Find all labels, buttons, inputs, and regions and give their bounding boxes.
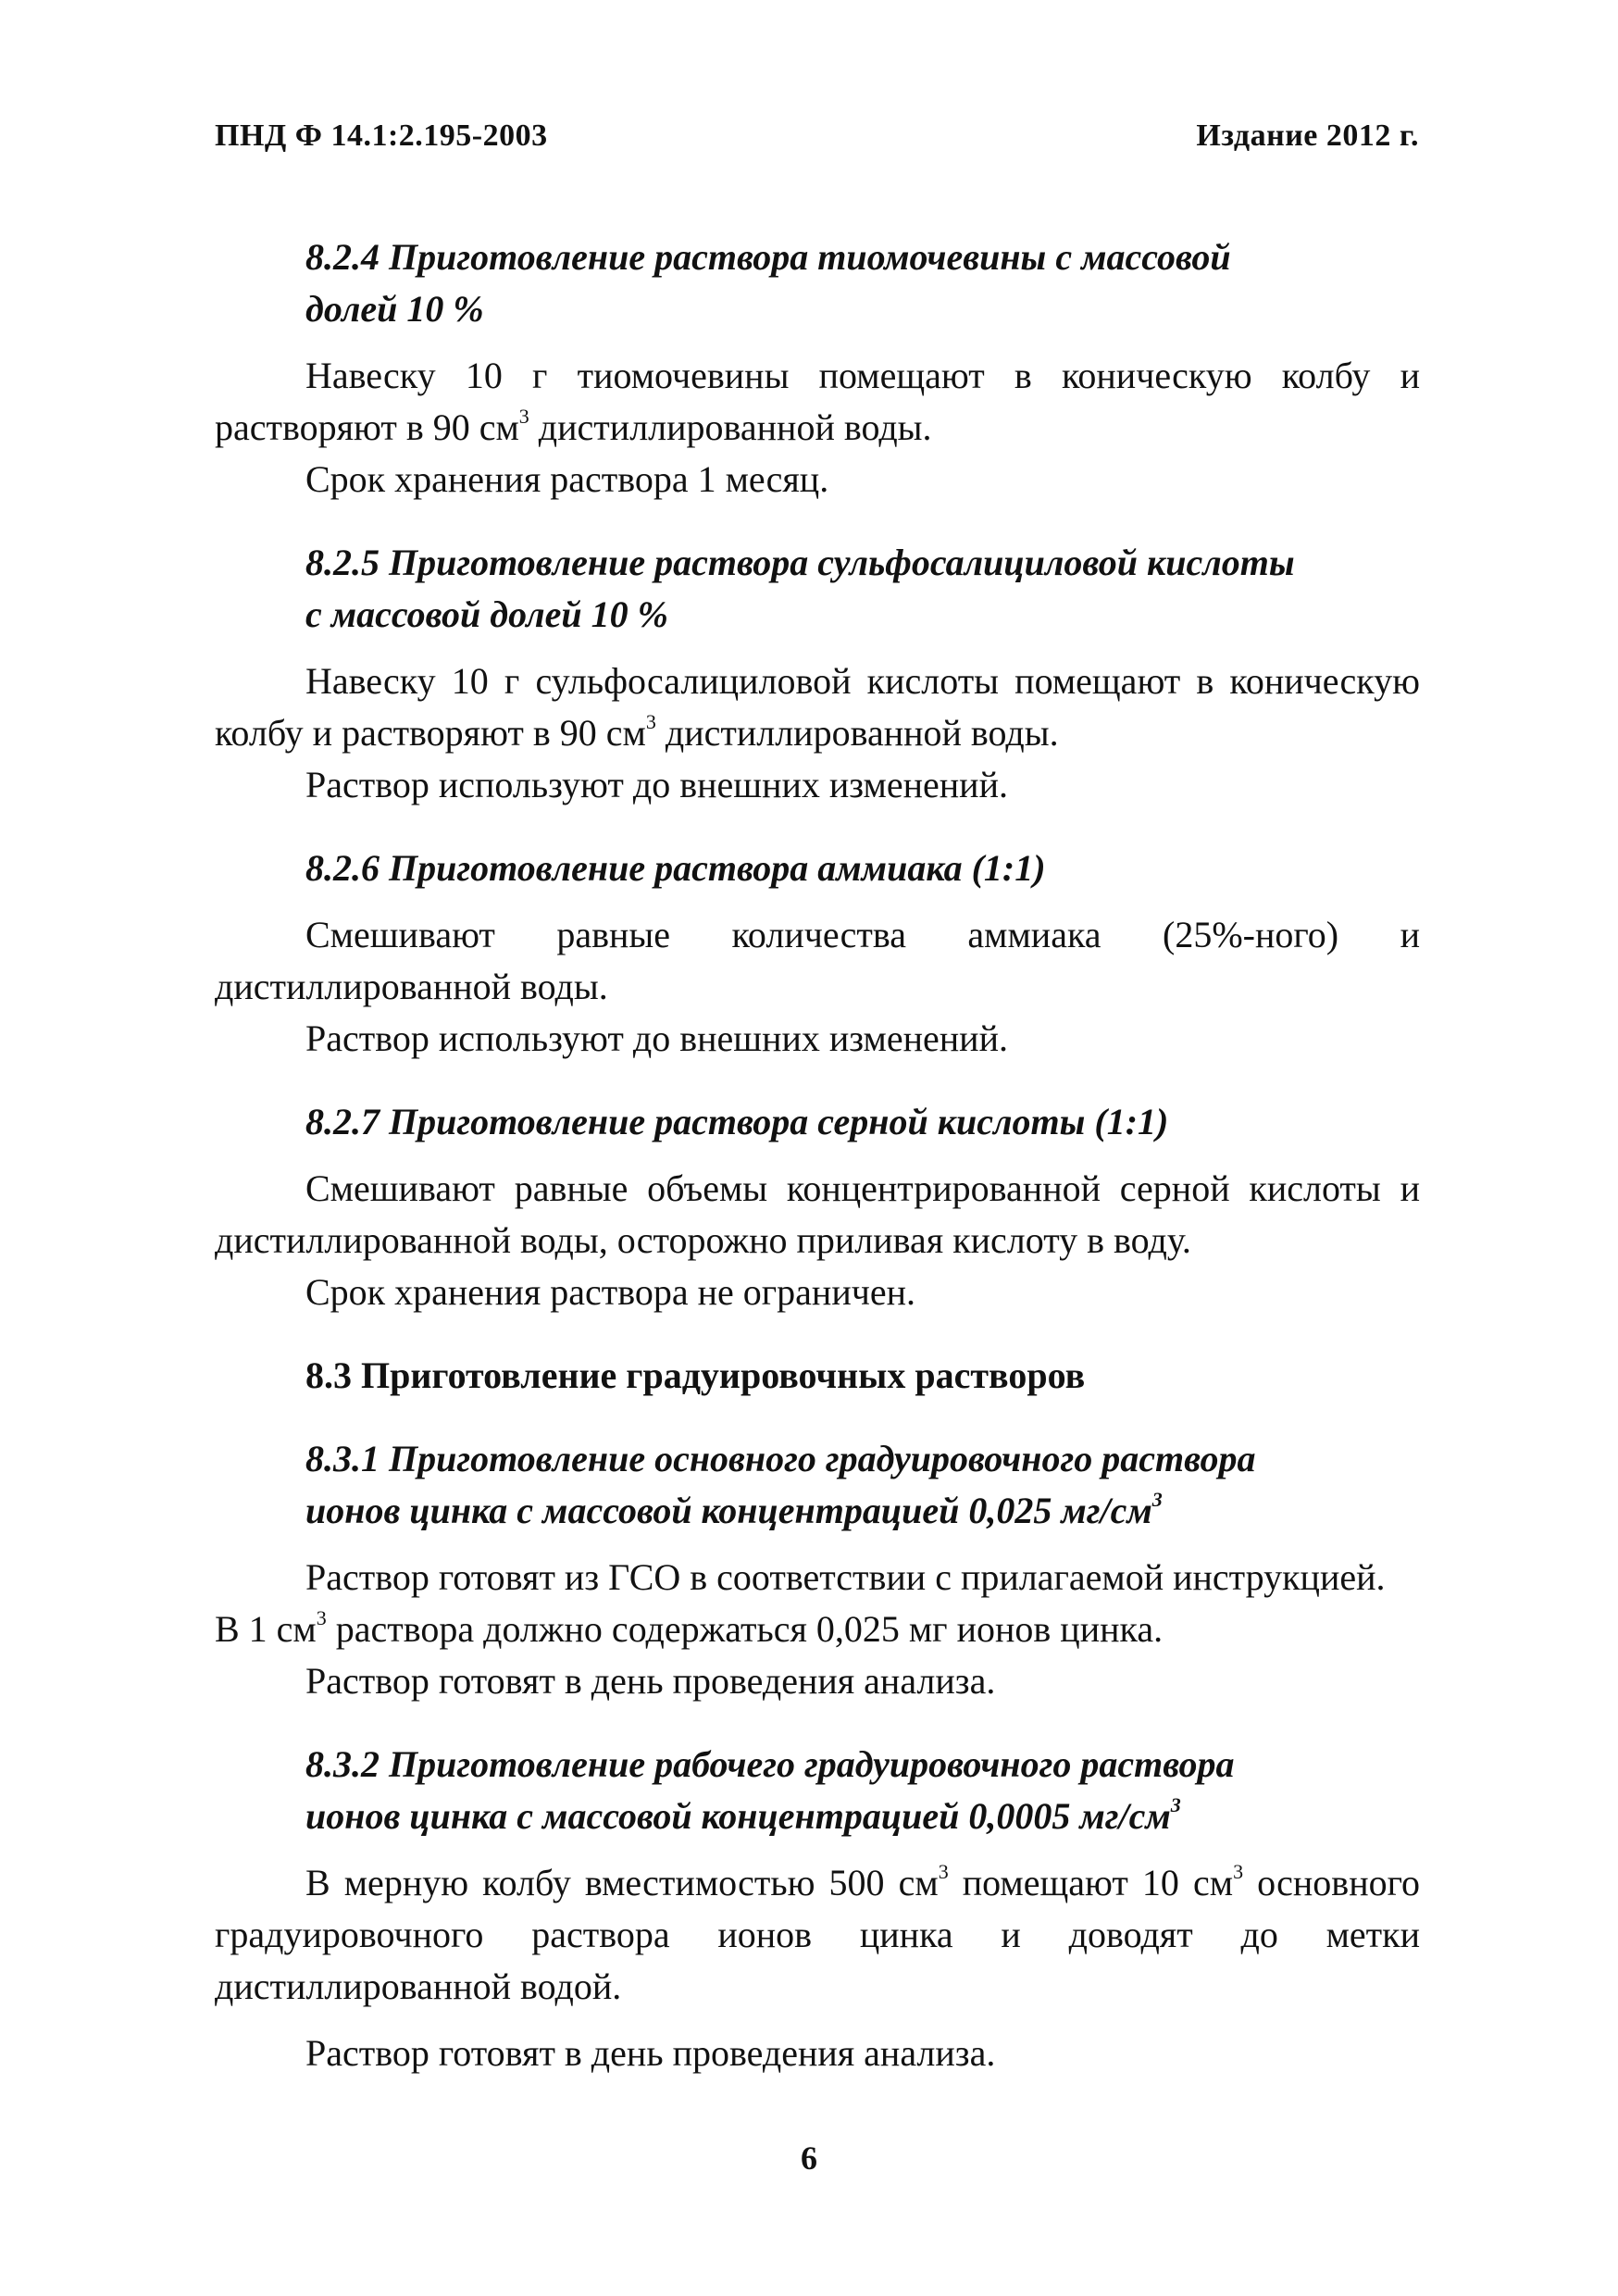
paragraph: Раствор используют до внешних изменений.: [305, 764, 1008, 805]
section-title: 8.2.7 Приготовление раствора серной кислоты (1:1): [305, 1101, 1169, 1142]
superscript: 3: [1151, 1487, 1163, 1511]
section-title-line: 8.2.5 Приготовление раствора сульфосалициловой кислоты: [305, 542, 1295, 583]
section-8-3-2: [215, 1739, 1420, 2079]
text-run: раствора должно содержаться 0,025 мг ионов цинка.: [326, 1608, 1164, 1650]
paragraph: Смешивают равные объемы концентрированной серной кислоты и дистиллированной воды, осторожно приливая кислоту в воду.: [215, 1167, 1420, 1261]
section-title: [215, 537, 1420, 641]
section-8-2-4: [215, 231, 1420, 505]
text-run: дистиллированной воды.: [655, 712, 1059, 754]
document-code: ПНД Ф 14.1:2.195-2003: [215, 119, 548, 153]
paragraph: [215, 655, 1420, 759]
text-run: дистиллированной воды.: [529, 406, 932, 448]
text-run: В мерную колбу вместимостью 500 см: [305, 1862, 939, 1903]
text-run: Навеску 10 г тиомочевины помещают в коническую колбу и растворяют в 90 см: [215, 355, 1420, 448]
superscript: 3: [645, 709, 656, 733]
superscript: 3: [938, 1859, 949, 1883]
page-content: [215, 231, 1420, 2079]
paragraph: Срок хранения раствора 1 месяц.: [305, 458, 829, 500]
paragraph: Срок хранения раствора не ограничен.: [305, 1271, 916, 1313]
section-8-2-7: [215, 1096, 1420, 1318]
superscript: 3: [1233, 1859, 1244, 1883]
paragraph: [215, 1857, 1420, 2013]
text-run: помещают 10 см: [948, 1862, 1234, 1903]
superscript: 3: [316, 1605, 327, 1629]
section-8-2-6: [215, 842, 1420, 1065]
paragraph: Раствор готовят из ГСО в соответствии с прилагаемой инструкцией.: [305, 1556, 1386, 1598]
superscript: 3: [1170, 1792, 1181, 1816]
section-8-3-1: [215, 1433, 1420, 1707]
section-title: 8.2.6 Приготовление раствора аммиака (1:1): [305, 847, 1046, 889]
text-run: основного градуировочного раствора ионов цинка и доводят до метки дистиллированной водой.: [215, 1862, 1421, 2007]
section-8-3: [215, 1350, 1420, 1402]
paragraph: Смешивают равные количества аммиака (25%-ного) и дистиллированной воды.: [215, 914, 1420, 1007]
section-8-2-5: [215, 537, 1420, 811]
section-title-line: 8.3.1 Приготовление основного градуировочного раствора: [305, 1438, 1256, 1479]
text-run: Навеску 10 г сульфосалициловой кислоты помещают в коническую колбу и растворяют в 90 см: [215, 660, 1420, 754]
section-title: [215, 1739, 1420, 1842]
section-title: [215, 1433, 1420, 1537]
text-run: В 1 см: [215, 1608, 317, 1650]
page-number: 6: [801, 2140, 817, 2177]
section-title-line: 8.3.2 Приготовление рабочего градуировочного раствора: [305, 1743, 1235, 1785]
paragraph: Раствор готовят в день проведения анализа.: [305, 2032, 996, 2074]
edition-label: Издание 2012 г.: [1196, 119, 1419, 153]
paragraph: [215, 1603, 1420, 1655]
paragraph: Раствор используют до внешних изменений.: [305, 1017, 1008, 1059]
section-title: [215, 231, 1420, 335]
paragraph: Раствор готовят в день проведения анализа.: [305, 1660, 996, 1702]
paragraph: [215, 350, 1420, 454]
section-title-line: 8.2.4 Приготовление раствора тиомочевины с массовой: [305, 236, 1231, 278]
superscript: 3: [518, 404, 529, 428]
section-title-line: ионов цинка с массовой концентрацией 0,025 мг/см: [305, 1490, 1152, 1531]
section-title-line: с массовой долей 10 %: [305, 593, 668, 635]
section-title-line: долей 10 %: [305, 288, 484, 330]
section-title: 8.3 Приготовление градуировочных растворов: [305, 1354, 1086, 1396]
section-title-line: ионов цинка с массовой концентрацией 0,0005 мг/см: [305, 1795, 1171, 1837]
